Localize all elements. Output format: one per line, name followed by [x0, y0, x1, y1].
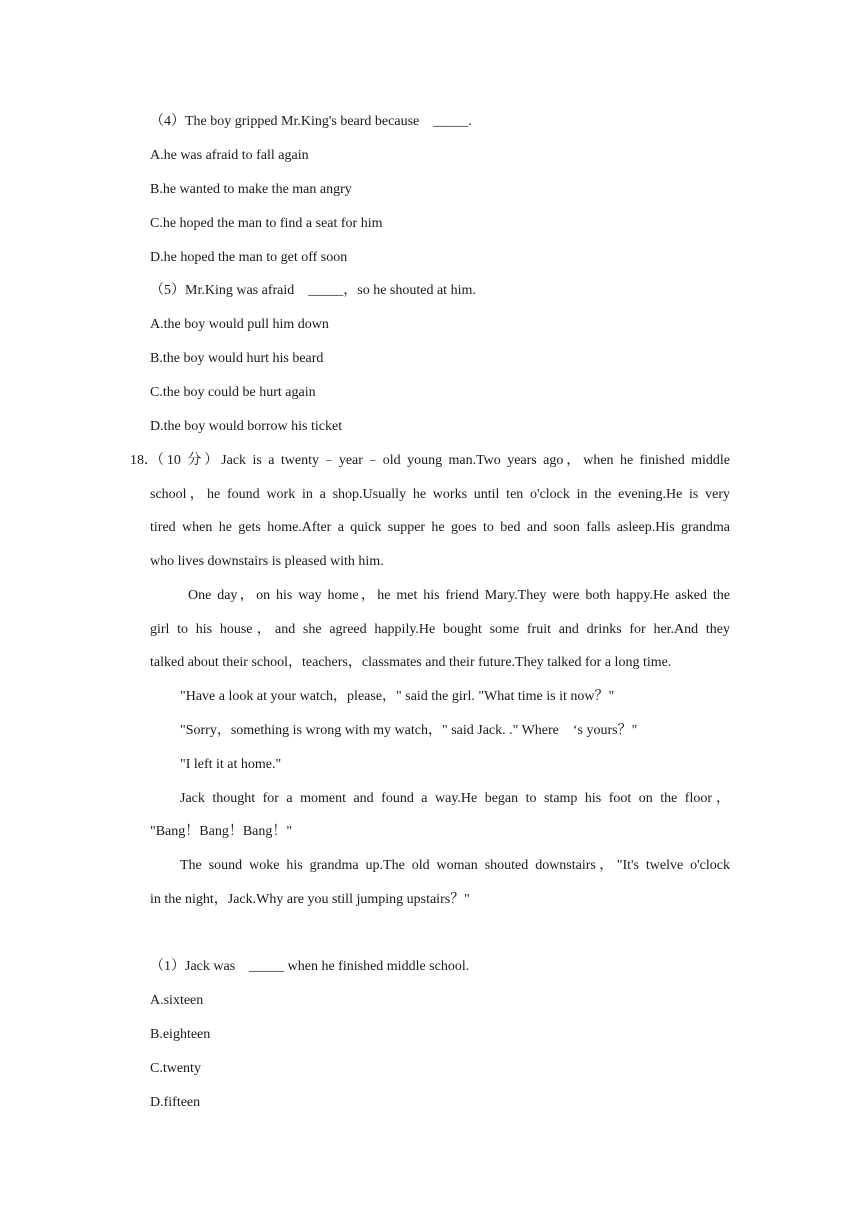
- passage-line: One day，on his way home，he met his friend Mary.They were both happy.He asked the: [188, 588, 730, 603]
- answer-option: C.the boy could be hurt again: [150, 385, 316, 400]
- answer-option: B.he wanted to make the man angry: [150, 182, 352, 197]
- answer-option: A.sixteen: [150, 993, 204, 1008]
- answer-option: D.the boy would borrow his ticket: [150, 419, 343, 434]
- passage-line: in the night，Jack.Why are you still jumping upstairs？": [150, 892, 470, 907]
- answer-option: B.eighteen: [150, 1027, 211, 1042]
- passage-line: who lives downstairs is pleased with him.: [150, 554, 384, 569]
- answer-option: D.he hoped the man to get off soon: [150, 250, 348, 265]
- question-stem: （1）Jack was _____ when he finished middle school.: [150, 959, 470, 974]
- answer-option: D.fifteen: [150, 1095, 201, 1110]
- passage-line: "Bang！Bang！Bang！": [150, 824, 293, 839]
- question-number: 18．: [130, 453, 158, 468]
- passage-line: （10 分）Jack is a twenty﹣year﹣old young man.Two years ago，when he finished middle: [150, 453, 730, 468]
- passage-line: "I left it at home.": [180, 757, 282, 772]
- question-stem: （4）The boy gripped Mr.King's beard because _____.: [150, 114, 472, 129]
- passage-line: tired when he gets home.After a quick supper he goes to bed and soon falls asleep.His grandma: [150, 520, 730, 535]
- answer-option: A.he was afraid to fall again: [150, 148, 309, 163]
- passage-line: "Sorry，something is wrong with my watch，" said Jack. ." Where ‘s yours？": [180, 723, 638, 738]
- passage-line: The sound woke his grandma up.The old woman shouted downstairs，"It's twelve o'clock: [180, 858, 730, 873]
- answer-option: A.the boy would pull him down: [150, 317, 329, 332]
- answer-option: B.the boy would hurt his beard: [150, 351, 324, 366]
- passage-line: Jack thought for a moment and found a way.He began to stamp his foot on the floor，: [180, 791, 730, 806]
- passage-line: girl to his house，and she agreed happily.He bought some fruit and drinks for her.And they: [150, 622, 730, 637]
- passage-line: school，he found work in a shop.Usually he works until ten o'clock in the evening.He is very: [150, 487, 730, 502]
- answer-option: C.he hoped the man to find a seat for him: [150, 216, 383, 231]
- passage-line: "Have a look at your watch，please，" said the girl. "What time is it now？": [180, 689, 615, 704]
- question-stem: （5）Mr.King was afraid _____，so he shouted at him.: [150, 283, 476, 298]
- passage-line: talked about their school，teachers，classmates and their future.They talked for a long time.: [150, 655, 672, 670]
- answer-option: C.twenty: [150, 1061, 201, 1076]
